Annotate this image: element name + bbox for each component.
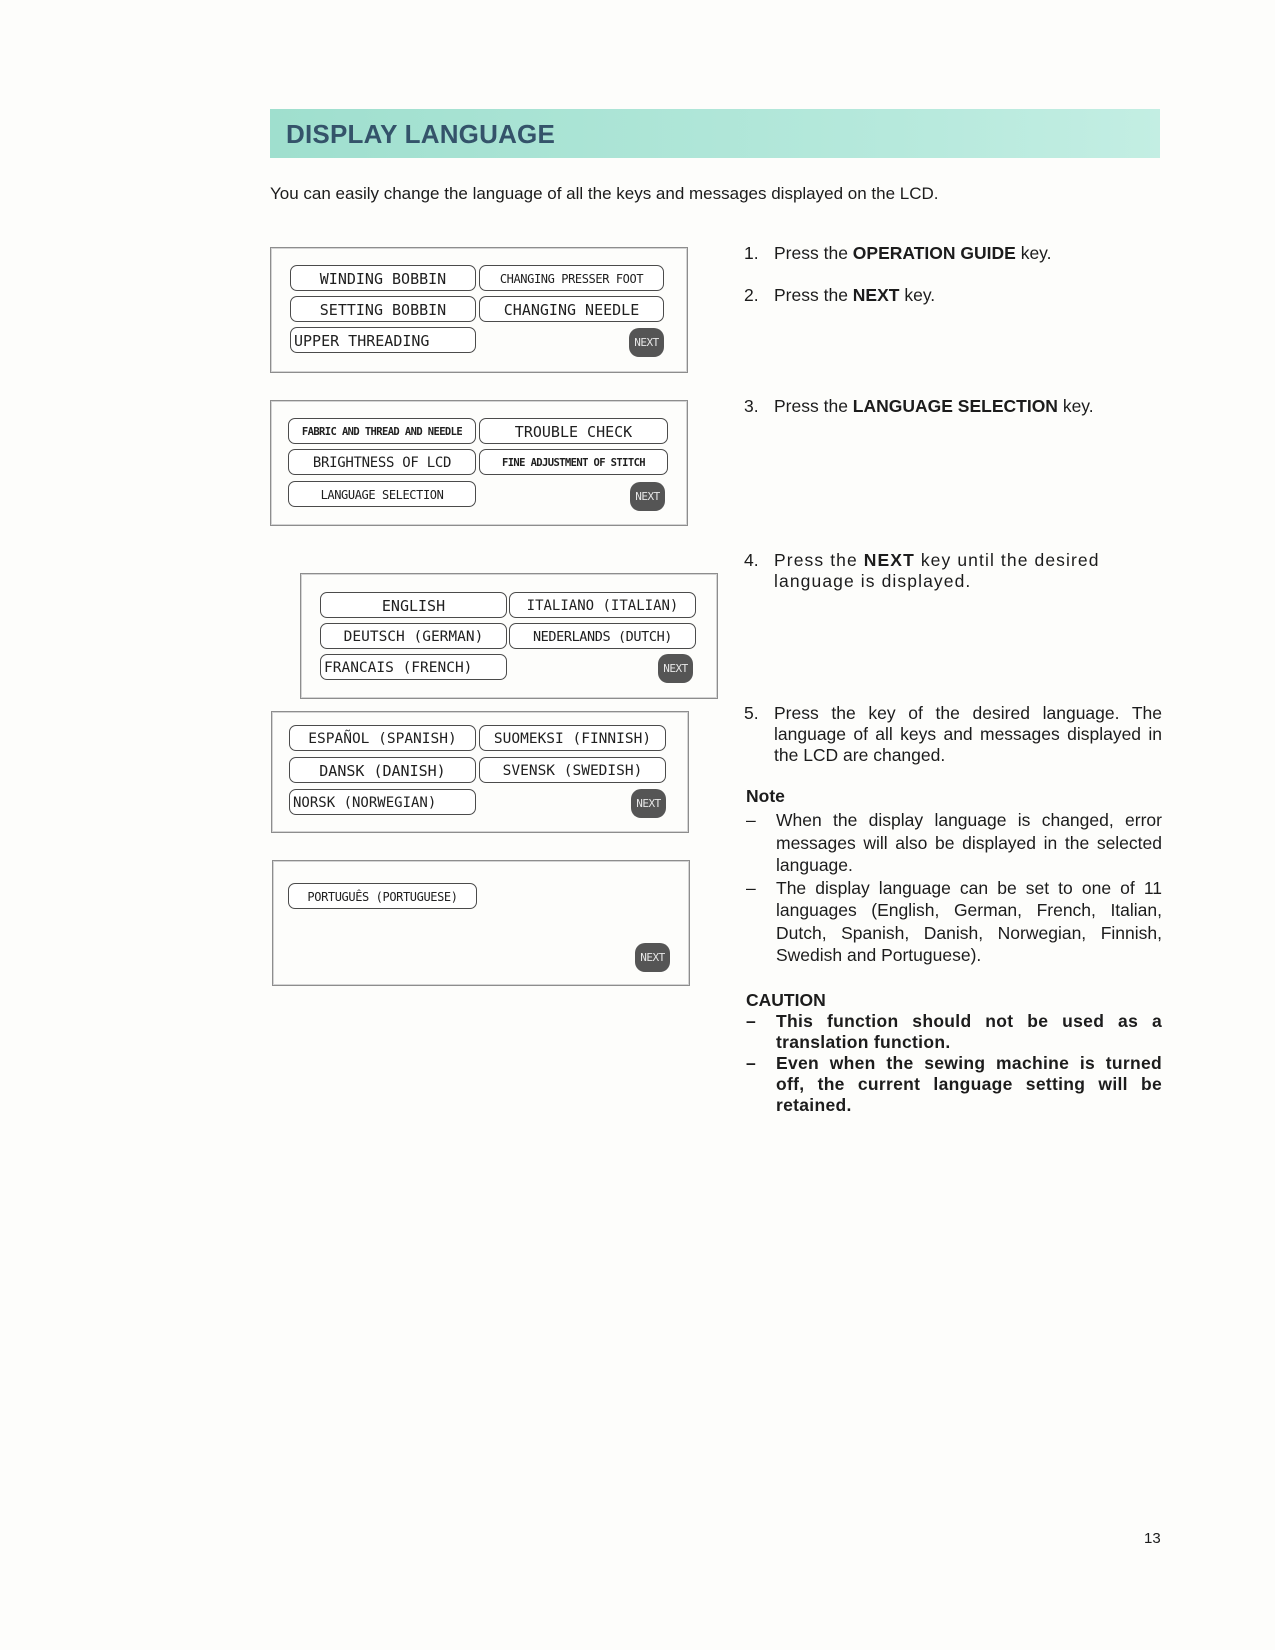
portugues-key[interactable]: PORTUGUÊS (PORTUGUESE) [288, 883, 477, 909]
next-key[interactable]: NEXT [630, 482, 665, 511]
trouble-check-key[interactable]: TROUBLE CHECK [479, 418, 668, 444]
dansk-key[interactable]: DANSK (DANISH) [289, 757, 476, 783]
step-5: 5. Press the key of the desired language. The language of all keys and messages displayed in the LCD are changed. [744, 703, 1162, 765]
step-3: 3. Press the LANGUAGE SELECTION key. [744, 396, 1094, 416]
caution-list [746, 1011, 1162, 1116]
changing-presser-foot-key[interactable]: CHANGING PRESSER FOOT [479, 265, 664, 291]
fine-adjustment-of-stitch-key[interactable]: FINE ADJUSTMENT OF STITCH [479, 449, 668, 475]
upper-threading-key[interactable]: UPPER THREADING [290, 327, 476, 353]
step-1: 1. Press the OPERATION GUIDE key. [744, 243, 1052, 263]
norsk-key[interactable]: NORSK (NORWEGIAN) [289, 789, 476, 815]
winding-bobbin-key[interactable]: WINDING BOBBIN [290, 265, 476, 291]
note-item: – When the display language is changed, error messages will also be displayed in the selected language. [746, 810, 1162, 875]
language-selection-key[interactable]: LANGUAGE SELECTION [288, 481, 476, 507]
next-key-ref: NEXT [852, 285, 900, 305]
page-title: DISPLAY LANGUAGE [286, 119, 556, 149]
step-4: 4. Press the NEXT key until the desired language is displayed. [744, 550, 1100, 591]
next-key-ref: NEXT [863, 550, 915, 570]
intro-text: You can easily change the language of all the keys and messages displayed on the LCD. [270, 184, 939, 203]
lcd-screen-3 [300, 573, 718, 699]
step-2: 2. Press the NEXT key. [744, 285, 936, 305]
next-key[interactable]: NEXT [635, 943, 670, 972]
nederlands-key[interactable]: NEDERLANDS (DUTCH) [509, 623, 696, 649]
caution-title: CAUTION [746, 990, 826, 1010]
english-key[interactable]: ENGLISH [320, 592, 507, 618]
brightness-of-lcd-key[interactable]: BRIGHTNESS OF LCD [288, 449, 476, 475]
section-banner [270, 109, 1160, 158]
suomeksi-key[interactable]: SUOMEKSI (FINNISH) [479, 725, 666, 751]
caution-item: – This function should not be used as a translation function. [746, 1011, 1162, 1052]
note-list [746, 809, 1162, 967]
lcd-screen-2 [270, 400, 688, 526]
deutsch-key[interactable]: DEUTSCH (GERMAN) [320, 623, 507, 649]
next-key[interactable]: NEXT [631, 789, 666, 818]
next-key[interactable]: NEXT [629, 328, 664, 357]
note-title: Note [746, 786, 785, 806]
language-selection-key-ref: LANGUAGE SELECTION [852, 396, 1058, 416]
francais-key[interactable]: FRANCAIS (FRENCH) [320, 654, 507, 680]
espanol-key[interactable]: ESPAÑOL (SPANISH) [289, 725, 476, 751]
italiano-key[interactable]: ITALIANO (ITALIAN) [509, 592, 696, 618]
operation-guide-key-ref: OPERATION GUIDE [852, 243, 1016, 263]
caution-item: – Even when the sewing machine is turned off, the current language setting will be retained. [746, 1053, 1162, 1115]
lcd-screen-5 [272, 860, 690, 986]
changing-needle-key[interactable]: CHANGING NEEDLE [479, 296, 664, 322]
setting-bobbin-key[interactable]: SETTING BOBBIN [290, 296, 476, 322]
note-item: – The display language can be set to one of 11 languages (English, German, French, Italian, Dutch, Spanish, Danish, Norwegian, Finnish, Swedish and Portuguese). [746, 877, 1162, 965]
page-number: 13 [1144, 1530, 1161, 1547]
lcd-screen-1 [270, 247, 688, 373]
next-key[interactable]: NEXT [658, 654, 693, 683]
lcd-screen-4 [271, 711, 689, 833]
svensk-key[interactable]: SVENSK (SWEDISH) [479, 757, 666, 783]
fabric-thread-needle-key[interactable]: FABRIC AND THREAD AND NEEDLE [288, 418, 476, 444]
